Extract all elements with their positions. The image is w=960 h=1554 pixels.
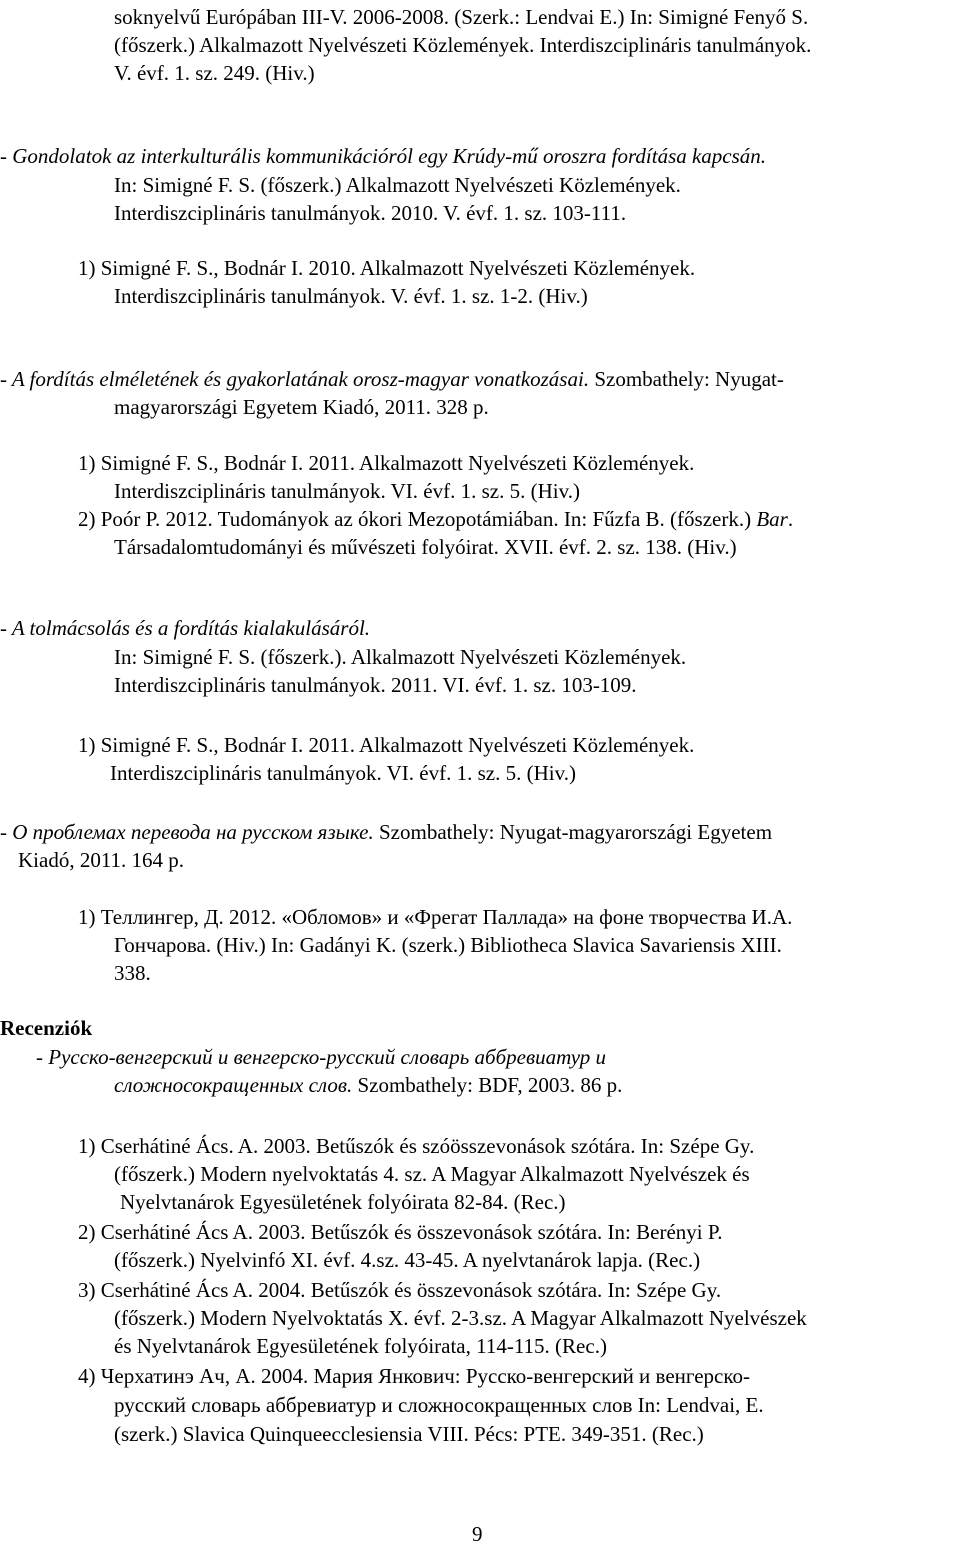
text-segment: Nyelvtanárok Egyesületének folyóirata 82-84. (Rec.) bbox=[120, 1190, 566, 1214]
text-segment: Szombathely: Nyugat-magyarországi Egyetem bbox=[373, 820, 773, 844]
text-line bbox=[78, 256, 695, 280]
italic-title-segment: Русско-венгерский и венгерско-русский словарь аббревиатур и bbox=[48, 1045, 607, 1069]
text-segment: Interdiszciplináris tanulmányok. V. évf. 1. sz. 1-2. (Hiv.) bbox=[114, 284, 588, 308]
text-line bbox=[114, 933, 782, 957]
text-line bbox=[114, 284, 588, 308]
text-line bbox=[114, 645, 686, 669]
text-segment: (szerk.) Slavica Quinqueecclesiensia VIII. Pécs: PTE. 349-351. (Rec.) bbox=[114, 1422, 704, 1446]
text-segment: 338. bbox=[114, 961, 151, 985]
text-line bbox=[114, 1162, 750, 1186]
text-segment: 1) Cserhátiné Ács. A. 2003. Betűszók és szóösszevonások szótára. In: Szépe Gy. bbox=[78, 1134, 755, 1158]
text-line bbox=[78, 507, 793, 531]
text-segment: In: Simigné F. S. (főszerk.). Alkalmazott Nyelvészeti Közlemények. bbox=[114, 645, 687, 669]
text-line bbox=[114, 1073, 622, 1097]
italic-title-segment: - Gondolatok az interkulturális kommunikációról egy Krúdy-mű oroszra fordítása kapcsán. bbox=[0, 144, 767, 168]
text-segment: (főszerk.) Modern Nyelvoktatás X. évf. 2-3.sz. A Magyar Alkalmazott Nyelvészek bbox=[114, 1306, 807, 1330]
text-segment: Гончарова. (Hiv.) In: Gadányi K. (szerk.) Bibliotheca Slavica Savariensis XIII. bbox=[114, 933, 782, 957]
text-line bbox=[0, 616, 370, 640]
text-segment: 2) Poór P. 2012. Tudományok az ókori Mezopotámiában. In: Fűzfa B. (főszerk.) bbox=[78, 507, 757, 531]
text-line bbox=[78, 451, 694, 475]
text-line bbox=[114, 479, 580, 503]
text-segment: Interdiszciplináris tanulmányok. VI. évf. 1. sz. 5. (Hiv.) bbox=[110, 761, 576, 785]
text-line bbox=[114, 61, 315, 85]
text-segment: 3) Cserhátiné Ács A. 2004. Betűszók és összevonások szótára. In: Szépe Gy. bbox=[78, 1278, 722, 1302]
italic-title-segment: сложносокращенных слов. bbox=[114, 1073, 353, 1097]
text-segment: (főszerk.) Alkalmazott Nyelvészeti Közlemények. Interdiszciplináris tanulmányok. bbox=[114, 33, 812, 57]
italic-title-segment: - A fordítás elméletének és gyakorlatának orosz-magyar vonatkozásai. bbox=[0, 367, 590, 391]
text-line bbox=[114, 395, 489, 419]
text-line bbox=[0, 367, 784, 391]
text-line bbox=[18, 848, 184, 872]
text-segment: - bbox=[0, 820, 13, 844]
text-segment: V. évf. 1. sz. 249. (Hiv.) bbox=[114, 61, 315, 85]
text-line bbox=[114, 33, 811, 57]
text-line bbox=[114, 1422, 704, 1446]
text-line bbox=[36, 1045, 606, 1069]
text-segment: русский словарь аббревиатур и сложносокращенных слов In: Lendvai, E. bbox=[114, 1393, 764, 1417]
italic-title-segment: - A tolmácsolás és a fordítás kialakulásáról. bbox=[0, 616, 371, 640]
text-line bbox=[114, 201, 626, 225]
text-segment: 2) Cserhátiné Ács A. 2003. Betűszók és összevonások szótára. In: Berényi P. bbox=[78, 1220, 723, 1244]
text-line bbox=[0, 820, 772, 844]
text-segment: In: Simigné F. S. (főszerk.) Alkalmazott Nyelvészeti Közlemények. bbox=[114, 173, 681, 197]
text-line bbox=[114, 1306, 807, 1330]
text-line bbox=[114, 1334, 607, 1358]
text-segment: 4) Черхатинэ Ач, А. 2004. Мария Янкович: Русско-венгерский и венгерско- bbox=[78, 1364, 750, 1388]
text-segment: (főszerk.) Nyelvinfó XI. évf. 4.sz. 43-45. A nyelvtanárok lapja. (Rec.) bbox=[114, 1248, 701, 1272]
text-line bbox=[0, 144, 766, 168]
text-segment: Interdiszciplináris tanulmányok. 2011. VI. évf. 1. sz. 103-109. bbox=[114, 673, 637, 697]
text-line bbox=[78, 733, 694, 757]
text-segment: Szombathely: BDF, 2003. 86 p. bbox=[352, 1073, 623, 1097]
text-line bbox=[114, 1248, 700, 1272]
italic-title-segment: Bar bbox=[756, 507, 788, 531]
text-line bbox=[114, 5, 808, 29]
text-segment: 1) Simigné F. S., Bodnár I. 2011. Alkalmazott Nyelvészeti Közlemények. bbox=[78, 733, 695, 757]
text-segment: Társadalomtudományi és művészeti folyóirat. XVII. évf. 2. sz. 138. (Hiv.) bbox=[114, 535, 737, 559]
page-number: 9 bbox=[472, 1522, 483, 1546]
text-line bbox=[114, 673, 637, 697]
text-segment: Interdiszciplináris tanulmányok. VI. évf. 1. sz. 5. (Hiv.) bbox=[114, 479, 580, 503]
text-segment: . bbox=[787, 507, 794, 531]
text-line bbox=[120, 1190, 566, 1214]
text-segment: 1) Simigné F. S., Bodnár I. 2011. Alkalmazott Nyelvészeti Közlemények. bbox=[78, 451, 695, 475]
text-segment: - bbox=[36, 1045, 49, 1069]
text-line bbox=[78, 1364, 750, 1388]
text-line bbox=[78, 1220, 722, 1244]
text-segment: 1) Теллингер, Д. 2012. «Обломов» и «Фрегат Паллада» на фоне творчества И.А. bbox=[78, 905, 793, 929]
text-line bbox=[78, 1134, 754, 1158]
section-heading-recenziok: Recenziók bbox=[0, 1016, 93, 1040]
text-line bbox=[114, 535, 737, 559]
text-segment: 1) Simigné F. S., Bodnár I. 2010. Alkalmazott Nyelvészeti Közlemények. bbox=[78, 256, 696, 280]
text-segment: magyarországi Egyetem Kiadó, 2011. 328 p. bbox=[114, 395, 489, 419]
text-line bbox=[114, 173, 681, 197]
text-line bbox=[78, 905, 792, 929]
text-segment: Interdiszciplináris tanulmányok. 2010. V. évf. 1. sz. 103-111. bbox=[114, 201, 627, 225]
italic-title-segment: О проблемах перевода на русском языке. bbox=[12, 820, 374, 844]
text-segment: (főszerk.) Modern nyelvoktatás 4. sz. A Magyar Alkalmazott Nyelvészek és bbox=[114, 1162, 750, 1186]
text-line bbox=[78, 1278, 721, 1302]
text-segment: Szombathely: Nyugat- bbox=[589, 367, 784, 391]
text-segment: és Nyelvtanárok Egyesületének folyóirata, 114-115. (Rec.) bbox=[114, 1334, 607, 1358]
text-segment: Kiadó, 2011. 164 p. bbox=[18, 848, 185, 872]
text-line bbox=[114, 1393, 764, 1417]
text-line bbox=[114, 961, 151, 985]
text-line bbox=[110, 761, 576, 785]
text-segment: soknyelvű Európában III-V. 2006-2008. (Szerk.: Lendvai E.) In: Simigné Fenyő S. bbox=[114, 5, 809, 29]
